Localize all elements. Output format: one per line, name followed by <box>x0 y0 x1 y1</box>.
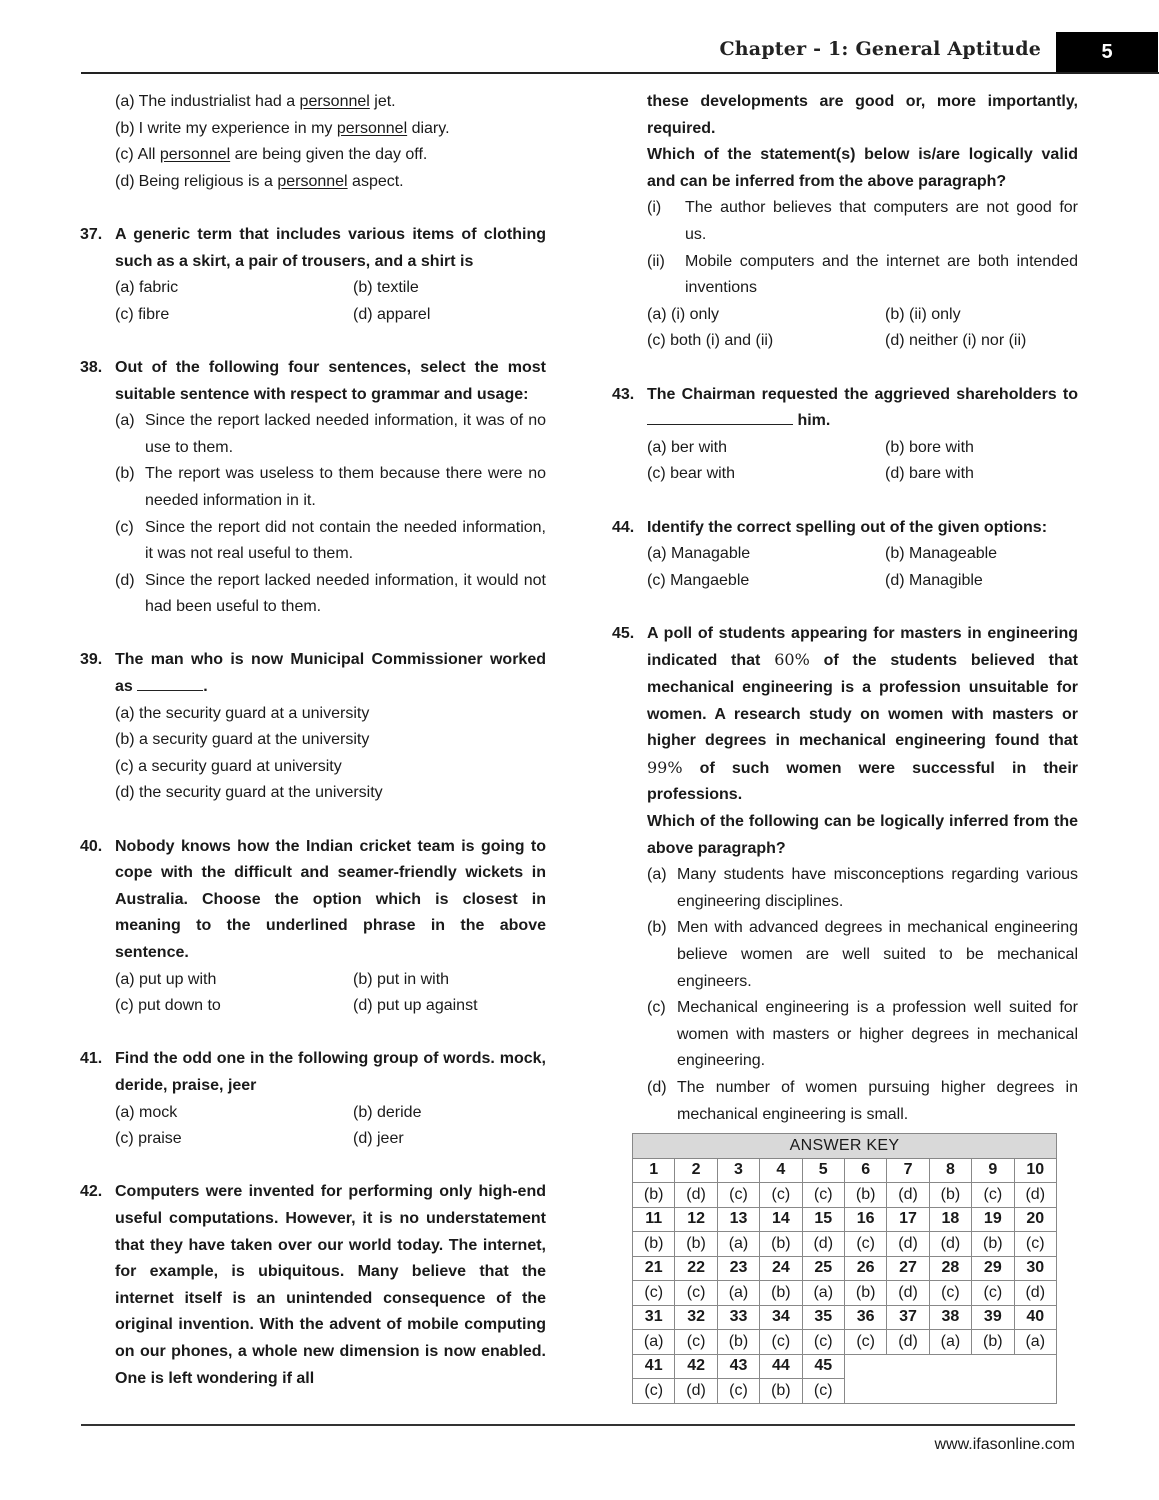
answer-cell: (d) <box>887 1281 929 1306</box>
question-number: 45. <box>612 624 635 642</box>
question-number-cell: 16 <box>844 1207 886 1232</box>
answer-cell: (a) <box>929 1330 971 1355</box>
option: (b) deride <box>353 1103 422 1121</box>
right-column <box>612 89 1078 1128</box>
option: (d) The number of women pursuing higher degrees in mechanical engineering is small. <box>647 1078 1078 1123</box>
answer-cell: (a) <box>717 1281 759 1306</box>
question-number-cell: 2 <box>675 1158 717 1183</box>
option: (b) I write my experience in my personnel diary. <box>115 119 450 137</box>
answer-key-number-row <box>633 1158 1057 1183</box>
answer-cell: (b) <box>633 1232 675 1257</box>
answer-key-answer-row <box>633 1281 1057 1306</box>
question-number: 44. <box>612 518 635 536</box>
question-text: A poll of students appearing for masters in engineering indicated that 60% of the students believed that mechanical engineering is a profession unsuitable for women. A research study on women with masters or higher degrees in mechanical engineering found that 99% of such women were successful in their professions. <box>647 624 1078 804</box>
answer-cell: (a) <box>1014 1330 1056 1355</box>
answer-cell: (c) <box>760 1183 802 1208</box>
answer-cell: (a) <box>717 1232 759 1257</box>
question-number-cell: 10 <box>1014 1158 1056 1183</box>
question-number-cell: 4 <box>760 1158 802 1183</box>
question-number-cell: 40 <box>1014 1305 1056 1330</box>
question-number-cell: 18 <box>929 1207 971 1232</box>
question-number-cell: 8 <box>929 1158 971 1183</box>
question-number-cell: 34 <box>760 1305 802 1330</box>
question-text: Identify the correct spelling out of the given options: <box>647 518 1048 536</box>
question-number-cell: 42 <box>675 1354 717 1379</box>
fill-in-blank <box>137 674 203 691</box>
option: (d) Since the report lacked needed information, it would not had been useful to them. <box>115 571 546 616</box>
statement: (i) The author believes that computers are not good for us. <box>647 199 1078 243</box>
answer-key-number-row <box>633 1256 1057 1281</box>
option: (c) bear with <box>647 465 736 483</box>
question-number-cell: 23 <box>717 1256 759 1281</box>
question-42 <box>80 1179 546 1392</box>
answer-cell: (d) <box>887 1232 929 1257</box>
question-text: The Chairman requested the aggrieved shareholders to him. <box>647 385 1078 430</box>
option: (a) Since the report lacked needed information, it was of no use to them. <box>115 412 546 456</box>
option: (b) textile <box>353 279 419 297</box>
question-number-cell: 1 <box>633 1158 675 1183</box>
underlined-word: personnel <box>336 119 408 137</box>
answer-cell: (c) <box>633 1281 675 1306</box>
answer-cell: (b) <box>929 1183 971 1208</box>
question-number-cell: 28 <box>929 1256 971 1281</box>
option: (c) put down to <box>115 997 221 1015</box>
question-number: 42. <box>80 1183 103 1201</box>
answer-cell: (c) <box>802 1330 844 1355</box>
question-37 <box>80 222 546 328</box>
question-text: The man who is now Municipal Commissioner worked as . <box>115 651 546 696</box>
option: (b) a security guard at the university <box>115 731 370 749</box>
answer-key-answer-row <box>633 1330 1057 1355</box>
header-rule <box>81 72 1159 74</box>
underlined-word: personnel <box>159 146 231 164</box>
answer-key-number-row <box>633 1207 1057 1232</box>
option: (c) Mangaeble <box>647 571 750 589</box>
question-number-cell: 36 <box>844 1305 886 1330</box>
question-text: Nobody knows how the Indian cricket team is going to cope with the difficult and seamer-friendly wickets in Australia. Choose the option which is closest in meaning to the underlined phrase in the above sentence. <box>115 837 546 961</box>
answer-cell: (d) <box>887 1330 929 1355</box>
question-number-cell: 7 <box>887 1158 929 1183</box>
question-number-cell: 13 <box>717 1207 759 1232</box>
option: (c) All personnel are being given the day off. <box>115 146 428 164</box>
answer-cell: (c) <box>802 1183 844 1208</box>
answer-cell: (d) <box>1014 1281 1056 1306</box>
option: (b) put in with <box>353 970 450 988</box>
question-number: 39. <box>80 651 103 669</box>
question-number-cell: 45 <box>802 1354 844 1379</box>
question-number-cell: 26 <box>844 1256 886 1281</box>
answer-key-answer-row <box>633 1183 1057 1208</box>
question-number-cell: 25 <box>802 1256 844 1281</box>
question-number-cell: 35 <box>802 1305 844 1330</box>
question-number-cell: 15 <box>802 1207 844 1232</box>
question-number-cell: 22 <box>675 1256 717 1281</box>
option: (a) (i) only <box>647 305 720 323</box>
answer-cell: (d) <box>929 1232 971 1257</box>
question-number-cell: 19 <box>972 1207 1014 1232</box>
question-number-cell: 33 <box>717 1305 759 1330</box>
empty-cell <box>844 1354 1056 1403</box>
left-column <box>80 89 546 1392</box>
question-number-cell: 32 <box>675 1305 717 1330</box>
option: (a) mock <box>115 1103 178 1121</box>
question-number-cell: 27 <box>887 1256 929 1281</box>
question-number-cell: 11 <box>633 1207 675 1232</box>
footer-website: www.ifasonline.com <box>934 1436 1075 1453</box>
question-number-cell: 17 <box>887 1207 929 1232</box>
question-number: 38. <box>80 358 103 376</box>
answer-cell: (b) <box>844 1281 886 1306</box>
question-42-continued <box>612 89 1078 355</box>
underlined-word: personnel <box>277 172 348 190</box>
question-number-cell: 38 <box>929 1305 971 1330</box>
answer-cell: (c) <box>1014 1232 1056 1257</box>
answer-key-number-row <box>633 1354 1057 1379</box>
question-number-cell: 21 <box>633 1256 675 1281</box>
option: (d) apparel <box>353 305 431 323</box>
question-number: 41. <box>80 1050 103 1068</box>
answer-cell: (c) <box>929 1281 971 1306</box>
answer-key-answer-row <box>633 1232 1057 1257</box>
answer-cell: (c) <box>844 1330 886 1355</box>
question-41 <box>80 1046 546 1152</box>
option: (c) Mechanical engineering is a profession well suited for women with masters or higher degrees in mechanical engineering. <box>647 999 1078 1070</box>
option: (a) put up with <box>115 970 217 988</box>
option: (b) (ii) only <box>885 305 961 323</box>
answer-cell: (b) <box>633 1183 675 1208</box>
answer-cell: (c) <box>972 1281 1014 1306</box>
question-40 <box>80 834 546 1020</box>
question-38 <box>80 355 546 621</box>
question-44 <box>612 515 1078 595</box>
answer-cell: (a) <box>633 1330 675 1355</box>
question-number-cell: 6 <box>844 1158 886 1183</box>
option: (a) the security guard at a university <box>115 704 370 722</box>
option: (a) Many students have misconceptions regarding various engineering disciplines. <box>647 866 1078 910</box>
question-number-cell: 31 <box>633 1305 675 1330</box>
answer-cell: (a) <box>802 1281 844 1306</box>
option: (c) both (i) and (ii) <box>647 332 774 350</box>
underlined-word: personnel <box>299 93 370 110</box>
question-number-cell: 24 <box>760 1256 802 1281</box>
question-number-cell: 41 <box>633 1354 675 1379</box>
question-number-cell: 3 <box>717 1158 759 1183</box>
answer-cell: (b) <box>717 1330 759 1355</box>
answer-cell: (b) <box>972 1232 1014 1257</box>
question-number-cell: 37 <box>887 1305 929 1330</box>
option: (d) the security guard at the university <box>115 784 383 802</box>
question-text: Find the odd one in the following group of words. mock, deride, praise, jeer <box>115 1050 546 1094</box>
answer-cell: (b) <box>760 1232 802 1257</box>
question-number: 43. <box>612 385 635 403</box>
question-number-cell: 5 <box>802 1158 844 1183</box>
question-36-continued <box>80 89 546 195</box>
option: (b) Manageable <box>885 545 998 563</box>
question-number-cell: 39 <box>972 1305 1014 1330</box>
answer-cell: (b) <box>760 1281 802 1306</box>
question-43 <box>612 382 1078 488</box>
option: (a) Managable <box>647 545 751 563</box>
question-number-cell: 14 <box>760 1207 802 1232</box>
answer-cell: (c) <box>760 1330 802 1355</box>
question-number-cell: 43 <box>717 1354 759 1379</box>
question-number-cell: 44 <box>760 1354 802 1379</box>
option: (d) neither (i) nor (ii) <box>885 332 1027 350</box>
answer-cell: (c) <box>802 1379 844 1404</box>
option: (b) bore with <box>885 438 974 456</box>
question-number-cell: 9 <box>972 1158 1014 1183</box>
fill-in-blank <box>647 408 793 425</box>
question-text: Out of the following four sentences, select the most suitable sentence with respect to grammar and usage: <box>115 358 546 403</box>
answer-cell: (c) <box>633 1379 675 1404</box>
page-number-badge: 5 <box>1056 32 1158 73</box>
answer-cell: (b) <box>760 1379 802 1404</box>
question-39 <box>80 647 546 807</box>
question-text: these developments are good or, more importantly, required. <box>647 93 1078 137</box>
question-number-cell: 12 <box>675 1207 717 1232</box>
option: (d) jeer <box>353 1130 404 1148</box>
percentage: 99% <box>647 757 683 777</box>
answer-cell: (b) <box>972 1330 1014 1355</box>
question-number-cell: 20 <box>1014 1207 1056 1232</box>
answer-cell: (b) <box>844 1183 886 1208</box>
question-number-cell: 29 <box>972 1256 1014 1281</box>
option: (c) a security guard at university <box>115 757 342 775</box>
option: (d) put up against <box>353 997 478 1015</box>
question-number: 37. <box>80 225 103 243</box>
option: (c) Since the report did not contain the needed information, it was not real useful to them. <box>115 518 546 563</box>
answer-cell: (c) <box>675 1330 717 1355</box>
chapter-title: Chapter - 1: General Aptitude <box>719 38 1041 60</box>
answer-cell: (c) <box>844 1232 886 1257</box>
answer-cell: (c) <box>675 1281 717 1306</box>
answer-key-title: ANSWER KEY <box>633 1134 1057 1159</box>
option: (b) The report was useless to them because there were no needed information in it. <box>115 465 546 509</box>
option: (a) fabric <box>115 279 179 297</box>
question-prompt: Which of the statement(s) below is/are logically valid and can be inferred from the above paragraph? <box>647 146 1078 190</box>
percentage: 60% <box>774 650 810 670</box>
question-prompt: Which of the following can be logically inferred from the above paragraph? <box>647 813 1078 857</box>
answer-cell: (b) <box>675 1232 717 1257</box>
question-text: A generic term that includes various items of clothing such as a skirt, a pair of trousers, and a shirt is <box>115 225 546 270</box>
answer-cell: (c) <box>972 1183 1014 1208</box>
answer-cell: (d) <box>802 1232 844 1257</box>
answer-key-table <box>632 1133 1057 1404</box>
question-45 <box>612 621 1078 1128</box>
option: (c) praise <box>115 1130 182 1148</box>
answer-cell: (d) <box>887 1183 929 1208</box>
answer-cell: (c) <box>717 1379 759 1404</box>
answer-cell: (d) <box>1014 1183 1056 1208</box>
answer-cell: (d) <box>675 1379 717 1404</box>
statement: (ii) Mobile computers and the internet are both intended inventions <box>647 252 1078 297</box>
answer-cell: (c) <box>717 1183 759 1208</box>
option: (d) bare with <box>885 465 974 483</box>
option: (c) fibre <box>115 305 170 323</box>
option: (a) The industrialist had a personnel jet. <box>115 93 396 110</box>
question-text: Computers were invented for performing only high-end useful computations. However, it is no understatement that they have taken over our world today. The internet, for example, is ubiquitous. Many believe that the internet itself is an unintended consequence of the original invention. With the advent of mobile computing on our phones, a whole new dimension is now enabled. One is left wondering if all <box>115 1183 546 1387</box>
option: (b) Men with advanced degrees in mechanical engineering believe women are well suited to be mechanical engineers. <box>647 919 1078 990</box>
question-number: 40. <box>80 837 103 855</box>
question-number-cell: 30 <box>1014 1256 1056 1281</box>
option: (d) Managible <box>885 571 983 589</box>
answer-key-number-row <box>633 1305 1057 1330</box>
option: (d) Being religious is a personnel aspect. <box>115 172 404 190</box>
footer-rule <box>81 1424 1075 1426</box>
answer-cell: (d) <box>675 1183 717 1208</box>
option: (a) ber with <box>647 438 728 456</box>
